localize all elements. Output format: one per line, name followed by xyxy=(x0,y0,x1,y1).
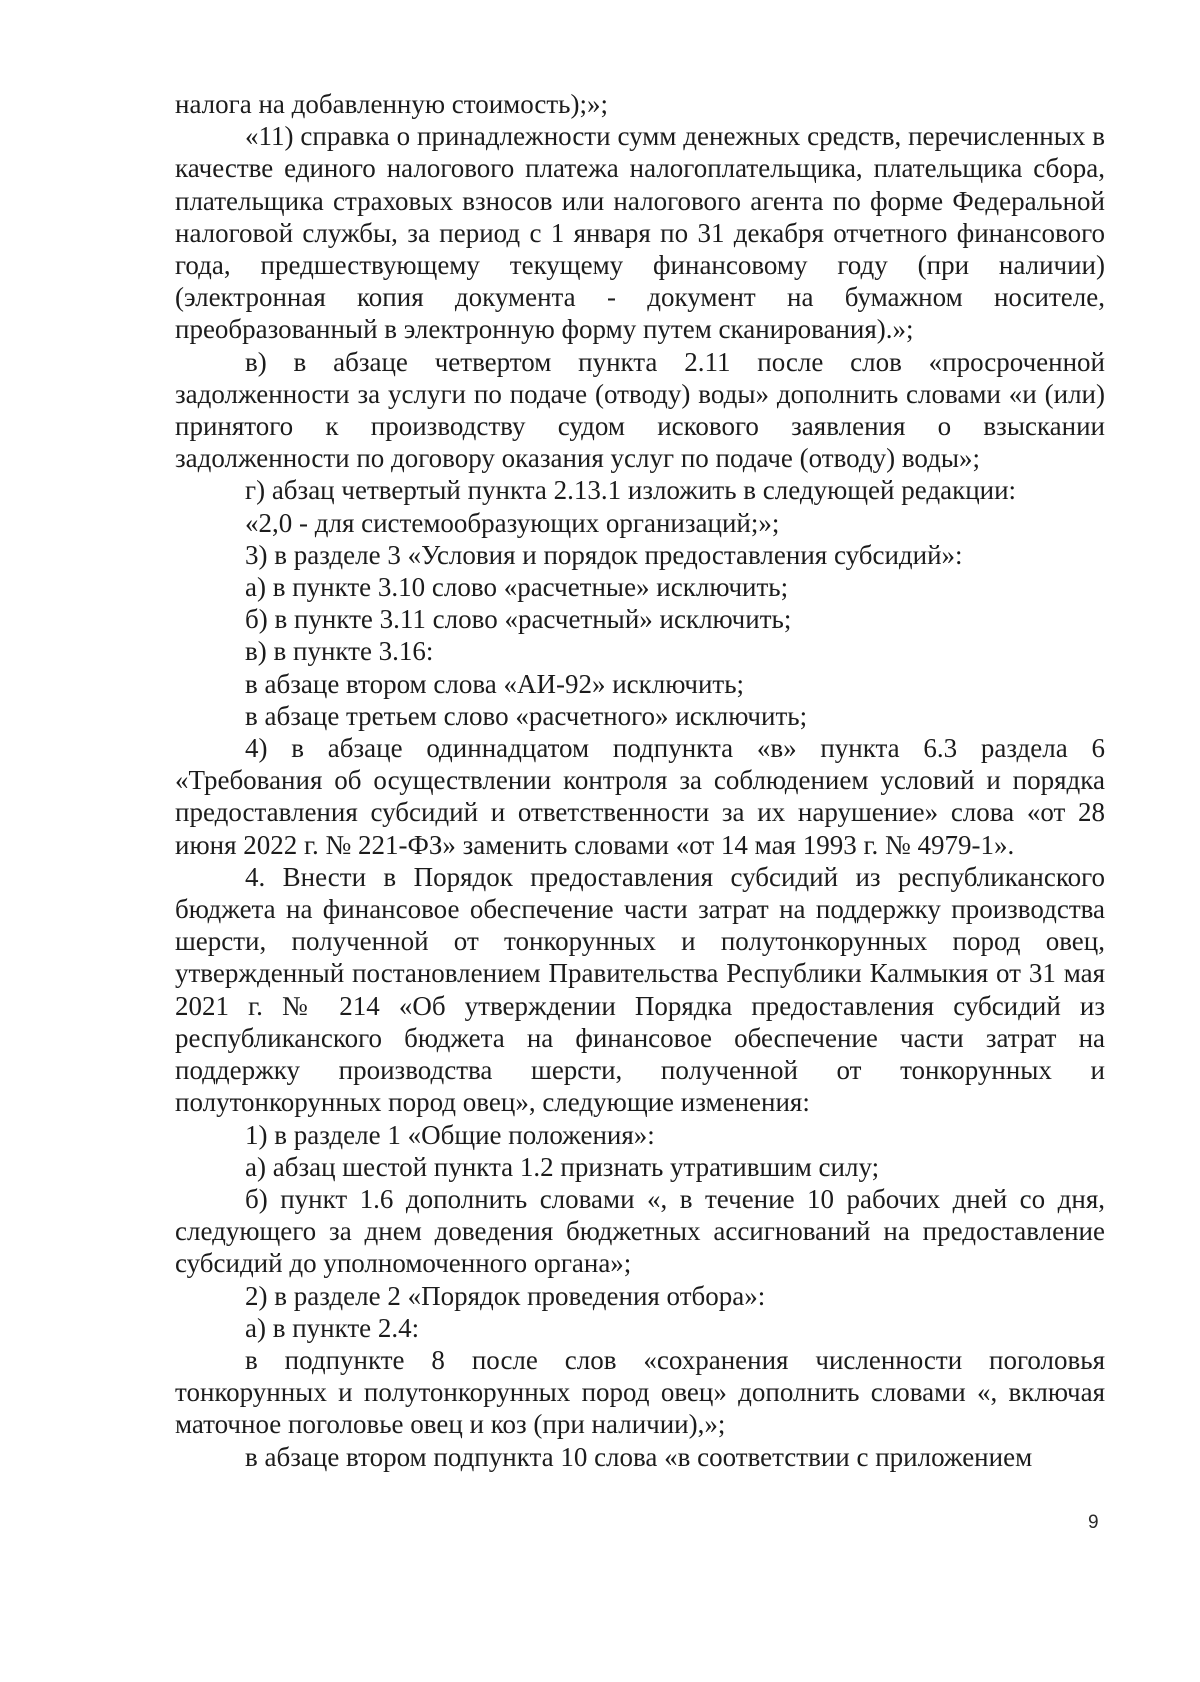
paragraph: а) в пункте 3.10 слово «расчетные» исключить; xyxy=(245,572,789,603)
paragraph: в) в абзаце четвертом пункта 2.11 после слов «просроченной задолженности за услуги по подаче (отводу) воды» дополнить словами «и (или) принятого к производству судом искового заявления о взыскании задолженности по договору оказания услуг по подаче (отводу) воды»; xyxy=(175,346,1105,474)
paragraph: в) в пункте 3.16: xyxy=(245,636,434,667)
paragraph: 3) в разделе 3 «Условия и порядок предоставления субсидий»: xyxy=(245,539,963,570)
paragraph: «2,0 - для системообразующих организаций;»; xyxy=(245,507,780,538)
paragraph: 2) в разделе 2 «Порядок проведения отбора»: xyxy=(245,1280,766,1311)
paragraph: в абзаце втором подпункта 10 слова «в соответствии с приложением xyxy=(245,1441,1033,1472)
page-number: 9 xyxy=(1088,1512,1099,1533)
paragraph: в подпункте 8 после слов «сохранения численности поголовья тонкорунных и полутонкорунных пород овец» дополнить словами «, включая маточное поголовье овец и коз (при наличии),»; xyxy=(175,1344,1105,1440)
paragraph: г) абзац четвертый пункта 2.13.1 изложить в следующей редакции: xyxy=(245,475,1017,506)
paragraph: а) в пункте 2.4: xyxy=(245,1312,420,1343)
paragraph: а) абзац шестой пункта 1.2 признать утратившим силу; xyxy=(245,1151,880,1182)
paragraph: в абзаце втором слова «АИ-92» исключить; xyxy=(245,668,745,699)
paragraph: 4. Внести в Порядок предоставления субсидий из республиканского бюджета на финансовое обеспечение части затрат на поддержку производства шерсти, полученной от тонкорунных и полутонкорунных пород овец, утвержденный постановлением Правительства Республики Калмыкия от 31 мая 2021 г. № 214 «Об утверждении Порядка предоставления субсидий из республиканского бюджета на финансовое обеспечение части затрат на поддержку производства шерсти, полученной от тонкорунных и полутонкорунных пород овец», следующие изменения: xyxy=(175,861,1105,1118)
paragraph: 4) в абзаце одиннадцатом подпункта «в» пункта 6.3 раздела 6 «Требования об осуществлении контроля за соблюдением условий и порядка предоставления субсидий и ответственности за их нарушение» слова «от 28 июня 2022 г. № 221-ФЗ» заменить словами «от 14 мая 1993 г. № 4979-1». xyxy=(175,733,1105,860)
paragraph: налога на добавленную стоимость);»; xyxy=(175,89,608,119)
paragraph: 1) в разделе 1 «Общие положения»: xyxy=(245,1119,655,1150)
paragraph: «11) справка о принадлежности сумм денежных средств, перечисленных в качестве единого налогового платежа налогоплательщика, плательщика сбора, плательщика страховых взносов или налогового агента по форме Федеральной налоговой службы, за период с 1 января по 31 декабря отчетного финансового года, предшествующему текущему финансовому году (при наличии) (электронная копия документа - документ на бумажном носителе, преобразованный в электронную форму путем сканирования).»; xyxy=(175,121,1105,345)
paragraph: б) в пункте 3.11 слово «расчетный» исключить; xyxy=(245,604,792,635)
paragraph: в абзаце третьем слово «расчетного» исключить; xyxy=(245,700,808,731)
document-body xyxy=(175,88,1105,1473)
paragraph: б) пункт 1.6 дополнить словами «, в течение 10 рабочих дней со дня, следующего за днем доведения бюджетных ассигнований на предоставление субсидий до уполномоченного органа»; xyxy=(175,1183,1105,1279)
